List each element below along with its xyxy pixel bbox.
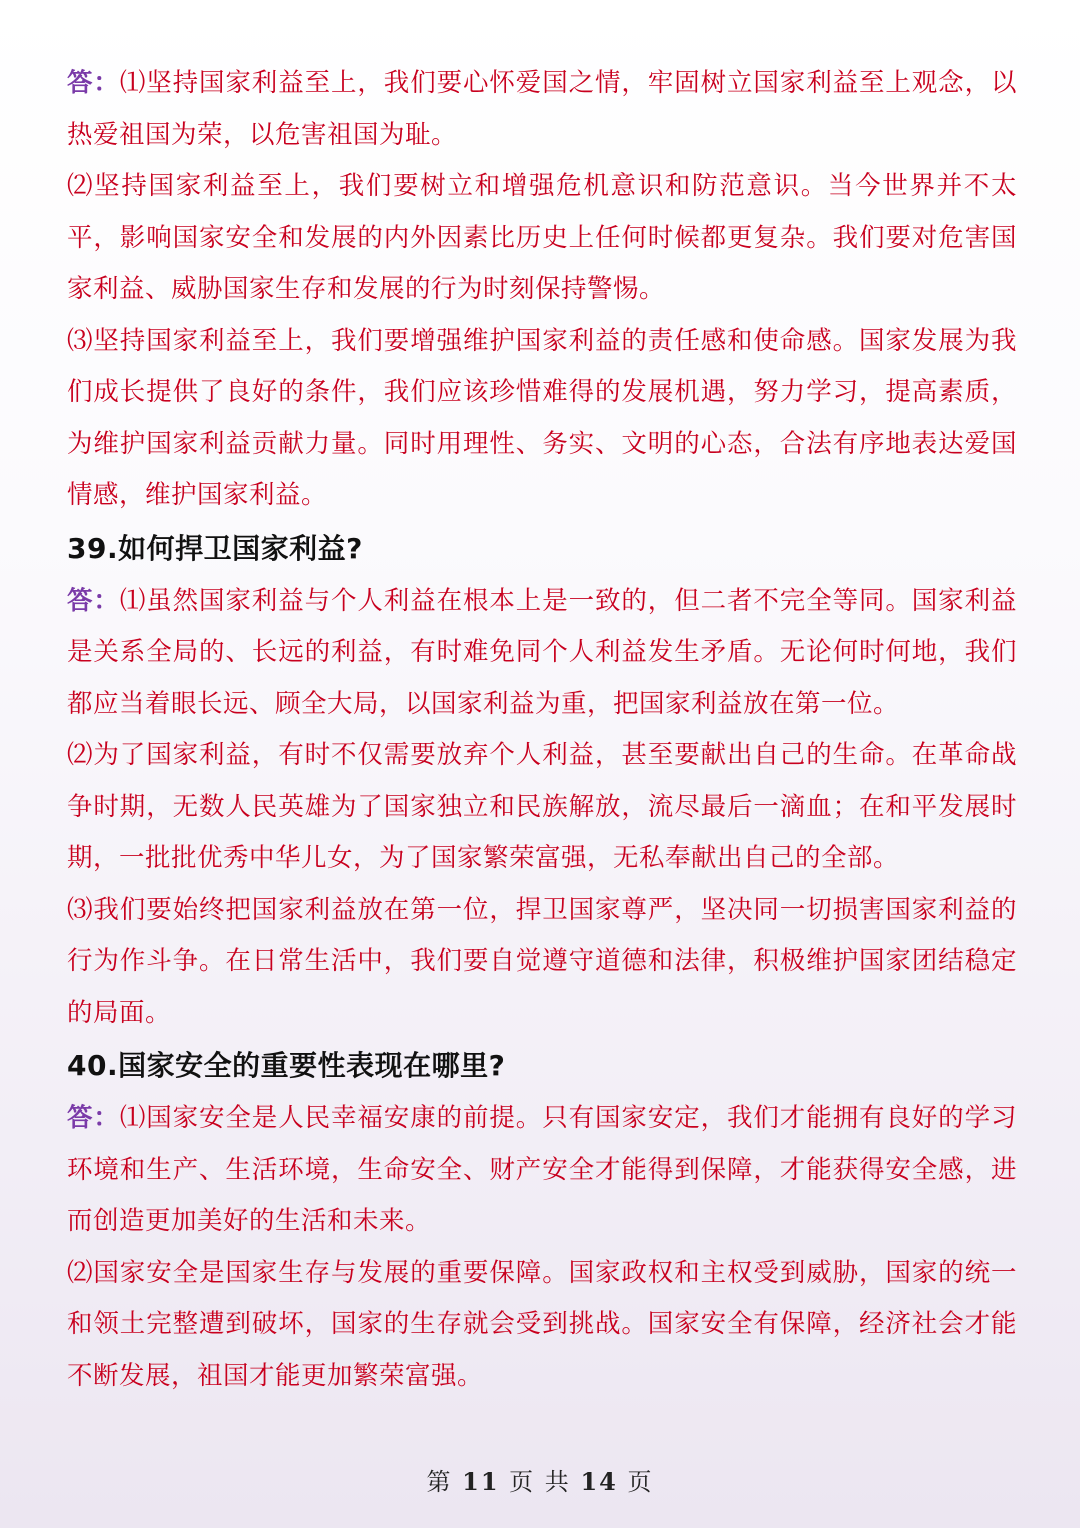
total-pages-number: 14 [580,1467,618,1496]
answer-paragraph: ⑵为了国家利益，有时不仅需要放弃个人利益，甚至要献出自己的生命。在革命战争时期，无数人民英雄为了国家独立和民族解放，流尽最后一滴血；在和平发展时期，一批批优秀中华儿女，为了国家繁荣富强，无私奉献出自己的全部。 [67,740,1017,873]
current-page-number: 11 [462,1467,500,1496]
answer-paragraph: ⑵国家安全是国家生存与发展的重要保障。国家政权和主权受到威胁，国家的统一和领土完整遭到破坏，国家的生存就会受到挑战。国家安全有保障，经济社会才能不断发展，祖国才能更加繁荣富强。 [67,1257,1017,1391]
answer-paragraph [67,576,1017,731]
answer-label: 答： [67,585,120,616]
answer-paragraph [67,1093,1017,1248]
answer-paragraph: ⑶我们要始终把国家利益放在第一位，捍卫国家尊严，坚决同一切损害国家利益的行为作斗争。在日常生活中，我们要自觉遵守道德和法律，积极维护国家团结稳定的局面。 [67,894,1017,1028]
answer-paragraph [67,58,1017,161]
page-footer [0,1462,1080,1497]
footer-prefix: 第 [426,1468,453,1496]
answer-text: ⑴坚持国家利益至上，我们要心怀爱国之情，牢固树立国家利益至上观念，以热爱祖国为荣，以危害祖国为耻。 [67,68,1017,150]
answer-label: 答： [67,68,120,98]
footer-suffix: 页 [627,1468,654,1496]
question-heading-39: 39.如何捍卫国家利益? [67,531,363,565]
footer-middle: 页 共 [509,1468,571,1496]
answer-label: 答： [67,1103,120,1133]
answer-text: ⑴虽然国家利益与个人利益在根本上是一致的，但二者不完全等同。国家利益是关系全局的、长远的利益，有时难免同个人利益发生矛盾。无论何时何地，我们都应当着眼长远、顾全大局，以国家利益为重，把国家利益放在第一位。 [67,585,1017,719]
answer-text: ⑴国家安全是人民幸福安康的前提。只有国家安定，我们才能拥有良好的学习环境和生产、生活环境，生命安全、财产安全才能得到保障，才能获得安全感，进而创造更加美好的生活和未来。 [67,1103,1017,1236]
answer-paragraph: ⑵坚持国家利益至上，我们要树立和增强危机意识和防范意识。当今世界并不太平，影响国家安全和发展的内外因素比历史上任何时候都更复杂。我们要对危害国家利益、威胁国家生存和发展的行为时刻保持警惕。 [67,171,1017,304]
answer-paragraph: ⑶坚持国家利益至上，我们要增强维护国家利益的责任感和使命感。国家发展为我们成长提供了良好的条件，我们应该珍惜难得的发展机遇，努力学习，提高素质，为维护国家利益贡献力量。同时用理性、务实、文明的心态，合法有序地表达爱国情感，维护国家利益。 [67,325,1017,510]
page-content [67,58,1017,1402]
question-heading-40: 40.国家安全的重要性表现在哪里? [67,1049,506,1082]
